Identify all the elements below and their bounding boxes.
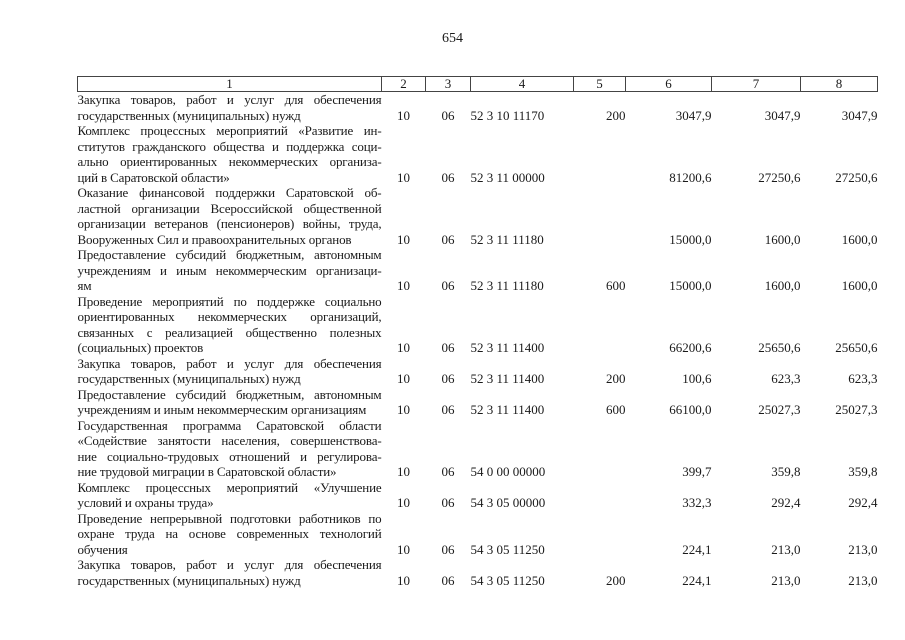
row-name-line: охране труда на основе современных технологий xyxy=(77,526,382,541)
row-name-line: ориентированных некоммерческих организаций, xyxy=(77,309,382,324)
header-col-2: 2 xyxy=(382,77,426,92)
row-amount-col7: 213,0 xyxy=(771,541,801,557)
row-amount-col6: 81200,6 xyxy=(669,169,712,185)
row-expense-type xyxy=(574,294,626,356)
row-name-line: организации ветеранов (пенсионеров) войны, труда, xyxy=(77,216,382,231)
row-expense-type: 200 xyxy=(606,107,626,123)
row-target-article: 54 3 05 00000 xyxy=(470,495,546,510)
header-col-6: 6 xyxy=(626,77,712,92)
row-section: 10 xyxy=(397,371,410,386)
row-amount-col7: 3047,9 xyxy=(764,107,801,123)
row-amount-col8: 27250,6 xyxy=(835,169,878,185)
row-section: 10 xyxy=(397,572,410,588)
row-target-article: 52 3 11 11400 xyxy=(470,371,545,386)
row-name-line: (социальных) проектов xyxy=(77,340,204,355)
row-amount-col6: 3047,9 xyxy=(675,107,712,123)
row-section: 10 xyxy=(397,464,410,479)
row-section: 10 xyxy=(397,340,410,355)
row-amount-col7: 27250,6 xyxy=(758,169,801,185)
table-row xyxy=(78,92,878,124)
row-expense-type: 200 xyxy=(606,572,626,588)
row-expense-type: 600 xyxy=(606,402,626,417)
row-name xyxy=(78,511,382,558)
table-row xyxy=(78,387,878,418)
row-amount-col7: 1600,0 xyxy=(764,278,801,293)
row-expense-type xyxy=(574,511,626,558)
row-amount-col8: 359,8 xyxy=(848,464,878,479)
row-amount-col7: 623,3 xyxy=(771,371,801,386)
row-name-line: государственных (муниципальных) нужд xyxy=(77,572,301,588)
row-amount-col8: 213,0 xyxy=(848,572,878,588)
row-amount-col6: 224,1 xyxy=(682,572,712,588)
row-amount-col8: 3047,9 xyxy=(841,107,878,123)
row-subsection: 06 xyxy=(441,278,455,293)
row-amount-col6: 100,6 xyxy=(682,371,712,386)
row-amount-col6: 224,1 xyxy=(682,541,712,557)
row-amount-col6: 15000,0 xyxy=(669,231,712,247)
row-expense-type xyxy=(574,418,626,480)
header-col-1: 1 xyxy=(78,77,382,92)
row-expense-type xyxy=(574,480,626,511)
row-target-article: 52 3 11 00000 xyxy=(470,169,545,185)
table-row xyxy=(78,511,878,558)
row-name xyxy=(78,557,382,588)
row-target-article: 52 3 11 11180 xyxy=(470,278,544,293)
row-section: 10 xyxy=(397,231,410,247)
row-amount-col6: 66200,6 xyxy=(669,340,712,355)
row-target-article: 52 3 11 11400 xyxy=(470,402,545,417)
row-name-line: Оказание финансовой поддержки Саратовской об- xyxy=(77,185,382,200)
row-target-article: 52 3 11 11180 xyxy=(470,231,544,247)
row-name-line: Вооруженных Сил и правоохранительных органов xyxy=(77,231,352,247)
row-amount-col8: 623,3 xyxy=(848,371,878,386)
table-row xyxy=(78,123,878,185)
row-name-line: Предоставление субсидий бюджетным, автономным xyxy=(77,386,382,402)
row-expense-type xyxy=(574,185,626,247)
header-col-8: 8 xyxy=(801,77,878,92)
row-name-line: обучения xyxy=(77,541,128,557)
row-amount-col7: 359,8 xyxy=(771,464,801,479)
row-amount-col7: 1600,0 xyxy=(764,231,801,247)
row-target-article: 54 3 05 11250 xyxy=(470,541,545,557)
row-target-article: 54 3 05 11250 xyxy=(470,572,545,588)
row-subsection: 06 xyxy=(441,402,455,417)
row-subsection: 06 xyxy=(441,464,455,479)
row-name-line: Закупка товаров, работ и услуг для обеспечения xyxy=(77,557,382,572)
row-expense-type: 600 xyxy=(606,278,626,293)
row-amount-col8: 292,4 xyxy=(848,495,878,510)
row-subsection: 06 xyxy=(441,541,455,557)
row-name-line: ние социально-трудовых отношений и регулирова- xyxy=(77,448,382,464)
row-name xyxy=(78,480,382,511)
row-amount-col8: 1600,0 xyxy=(841,278,878,293)
row-name-line: учреждениям и иным некоммерческим организациям xyxy=(77,402,367,417)
row-name-line: Закупка товаров, работ и услуг для обеспечения xyxy=(77,92,382,107)
row-amount-col8: 1600,0 xyxy=(841,231,878,247)
row-name xyxy=(78,294,382,356)
table-row xyxy=(78,557,878,588)
row-name-line: ние трудовой миграции в Саратовской области» xyxy=(77,464,337,479)
header-col-4: 4 xyxy=(471,77,574,92)
row-name-line: Государственная программа Саратовской области xyxy=(77,417,382,433)
row-name xyxy=(78,418,382,480)
table-row xyxy=(78,185,878,247)
row-target-article: 52 3 10 11170 xyxy=(470,107,545,123)
row-name-line: Комплекс процессных мероприятий «Развитие ин- xyxy=(77,123,382,138)
row-name-line: условий и охраны труда» xyxy=(77,495,214,510)
row-section: 10 xyxy=(397,495,410,510)
row-name xyxy=(78,185,382,247)
row-amount-col6: 399,7 xyxy=(682,464,712,479)
row-name xyxy=(78,247,382,294)
row-amount-col7: 292,4 xyxy=(771,495,801,510)
row-name-line: ститутов гражданского общества и поддержка соци- xyxy=(77,138,382,154)
row-subsection: 06 xyxy=(441,107,455,123)
row-name-line: ям xyxy=(77,278,92,293)
row-name xyxy=(78,356,382,387)
row-subsection: 06 xyxy=(441,169,455,185)
row-amount-col6: 332,3 xyxy=(682,495,712,510)
row-amount-col8: 25027,3 xyxy=(835,402,878,417)
budget-table xyxy=(77,76,878,588)
row-section: 10 xyxy=(397,107,410,123)
header-col-7: 7 xyxy=(712,77,801,92)
row-section: 10 xyxy=(397,169,410,185)
row-amount-col6: 15000,0 xyxy=(669,278,712,293)
row-name-line: ций в Саратовской области» xyxy=(77,169,230,185)
row-subsection: 06 xyxy=(441,572,455,588)
row-name-line: государственных (муниципальных) нужд xyxy=(77,107,301,123)
row-amount-col7: 25650,6 xyxy=(758,340,801,355)
row-name-line: связанных с реализацией общественно полезных xyxy=(77,324,382,340)
row-subsection: 06 xyxy=(441,340,455,355)
row-name-line: государственных (муниципальных) нужд xyxy=(77,371,301,386)
table-row xyxy=(78,294,878,356)
row-name xyxy=(78,123,382,185)
page-number: 654 xyxy=(442,31,463,46)
row-name-line: ально ориентированных некоммерческих организа- xyxy=(77,154,382,169)
row-amount-col7: 25027,3 xyxy=(758,402,801,417)
row-name-line: Проведение мероприятий по поддержке социально xyxy=(77,293,382,309)
row-section: 10 xyxy=(397,402,410,417)
row-expense-type xyxy=(574,123,626,185)
row-amount-col6: 66100,0 xyxy=(669,402,712,417)
row-target-article: 52 3 11 11400 xyxy=(470,340,545,355)
table-row xyxy=(78,480,878,511)
row-section: 10 xyxy=(397,278,410,293)
row-name-line: учреждениям и иным некоммерческим организаци- xyxy=(77,262,382,278)
table-row xyxy=(78,247,878,294)
row-name-line: Предоставление субсидий бюджетным, автономным xyxy=(77,247,382,262)
row-subsection: 06 xyxy=(441,231,455,247)
row-amount-col8: 213,0 xyxy=(848,541,878,557)
row-name-line: Проведение непрерывной подготовки работников по xyxy=(77,510,382,526)
table-row xyxy=(78,418,878,480)
row-section: 10 xyxy=(397,541,410,557)
header-col-3: 3 xyxy=(426,77,471,92)
row-expense-type: 200 xyxy=(606,371,626,386)
table-row xyxy=(78,356,878,387)
row-subsection: 06 xyxy=(441,371,455,386)
row-name-line: «Содействие занятости населения, совершенствова- xyxy=(77,433,382,448)
row-name xyxy=(78,92,382,124)
row-amount-col8: 25650,6 xyxy=(835,340,878,355)
header-col-5: 5 xyxy=(574,77,626,92)
row-name xyxy=(78,387,382,418)
row-target-article: 54 0 00 00000 xyxy=(470,464,546,479)
row-amount-col7: 213,0 xyxy=(771,572,801,588)
row-name-line: Комплекс процессных мероприятий «Улучшение xyxy=(77,479,382,495)
row-subsection: 06 xyxy=(441,495,455,510)
row-name-line: ластной организации Всероссийской общественной xyxy=(77,200,382,216)
table-header-row xyxy=(78,77,878,92)
row-name-line: Закупка товаров, работ и услуг для обеспечения xyxy=(77,355,382,371)
